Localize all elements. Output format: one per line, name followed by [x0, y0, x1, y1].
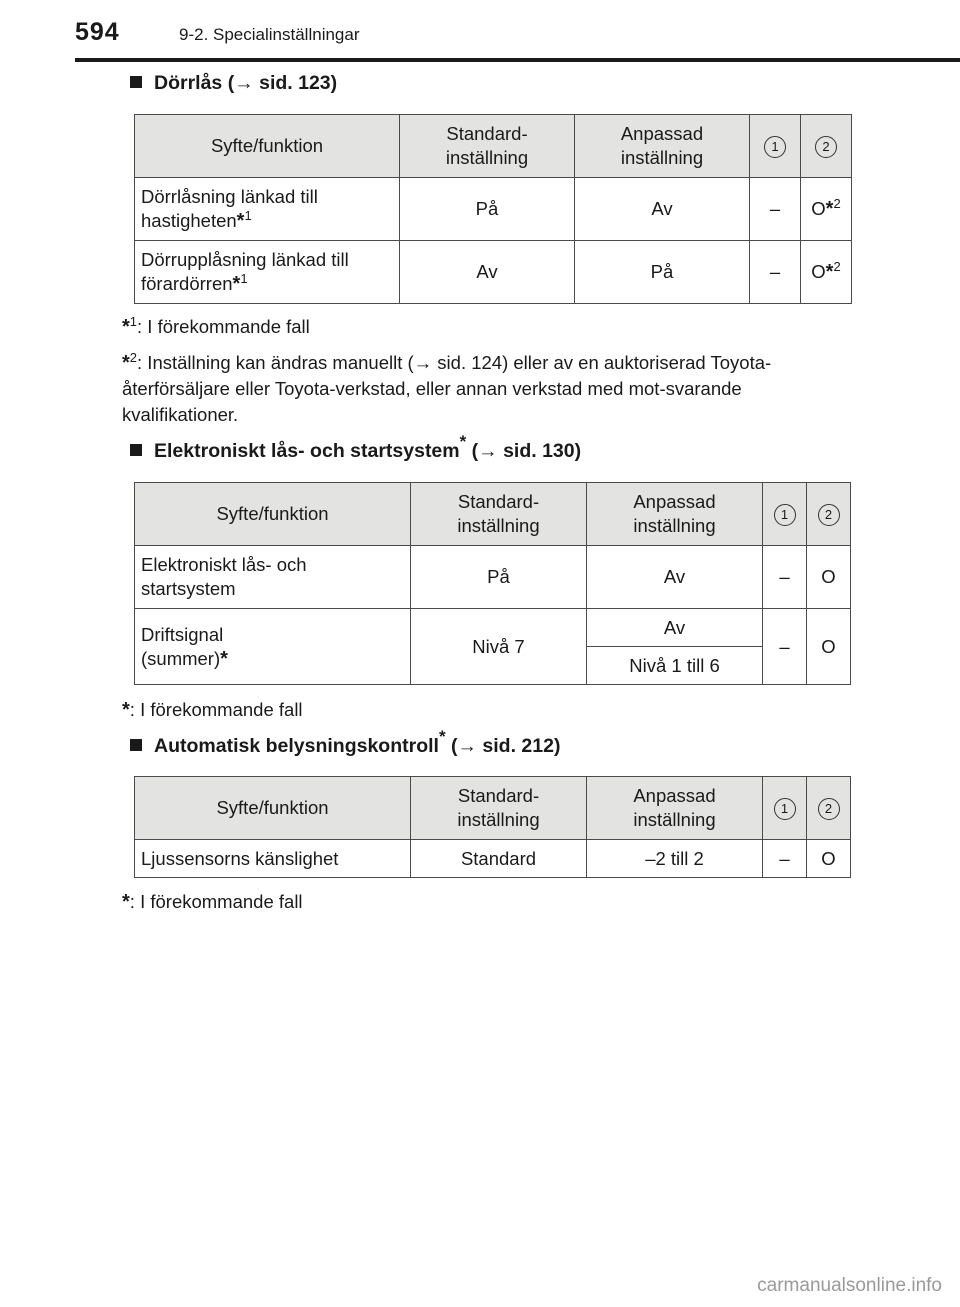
chapter-title: 9-2. Specialinställningar	[179, 25, 360, 44]
footnote-text: : I förekommande fall	[137, 316, 310, 337]
asterisk-mark: *	[122, 316, 130, 338]
footnote-text: : I förekommande fall	[129, 891, 303, 912]
square-bullet-icon	[130, 76, 142, 88]
asterisk-mark: *	[438, 726, 446, 746]
col-custom: Anpassad inställning	[587, 777, 763, 840]
asterisk-mark: *	[236, 210, 245, 232]
section-ref: (→ sid. 212)	[445, 735, 561, 757]
row-function: Dörrlåsning länkad till hastigheten	[141, 186, 318, 231]
circled-1-icon: 1	[774, 504, 796, 526]
footnote-ref: 2	[833, 195, 841, 211]
asterisk-mark: *	[122, 891, 130, 913]
col-custom: Anpassad inställning	[575, 115, 750, 178]
footnote	[122, 350, 844, 428]
row-default: Standard	[411, 840, 587, 878]
col-default: Standard- inställning	[400, 115, 575, 178]
col-function: Syfte/funktion	[135, 777, 411, 840]
row-col1: –	[750, 241, 801, 304]
row-custom-a: Av	[587, 609, 763, 647]
row-col1: –	[763, 546, 807, 609]
footnote	[122, 697, 844, 723]
section-heading-door-lock	[130, 72, 337, 95]
col-default: Standard- inställning	[411, 483, 587, 546]
header-rule	[75, 58, 960, 62]
col-default: Standard- inställning	[411, 777, 587, 840]
row-col1: –	[763, 609, 807, 685]
asterisk-mark: *	[122, 352, 130, 374]
row-function: Ljussensorns känslighet	[135, 840, 411, 878]
section-title: Dörrlås (→ sid. 123)	[154, 72, 338, 94]
table-row	[135, 546, 851, 609]
footnote-text: : I förekommande fall	[129, 699, 303, 720]
row-default: På	[411, 546, 587, 609]
row-function: Elektroniskt lås- och startsystem	[135, 546, 411, 609]
page-header	[75, 18, 960, 58]
smart-key-table	[134, 482, 851, 685]
row-custom: Av	[587, 546, 763, 609]
circled-1-icon: 1	[764, 136, 786, 158]
footnote-text: : Inställning kan ändras manuellt (→ sid. 124) eller av en auktoriserad Toyota-återförsäljare eller Toyota-verkstad, eller annan verkstad med mot-svarande kvalifikationer.	[122, 352, 772, 425]
footnote-num: 1	[129, 313, 138, 329]
square-bullet-icon	[130, 739, 142, 751]
footnote	[122, 889, 844, 915]
section-title: Automatisk belysningskontroll	[154, 735, 439, 757]
asterisk-mark: *	[825, 261, 834, 283]
col-function: Syfte/funktion	[135, 115, 400, 178]
door-lock-table	[134, 114, 852, 304]
asterisk-mark: *	[122, 699, 130, 721]
section-title: Elektroniskt lås- och startsystem	[154, 440, 460, 462]
row-default: Nivå 7	[411, 609, 587, 685]
row-col2: O	[807, 609, 851, 685]
circled-1-icon: 1	[774, 798, 796, 820]
footnote-ref: 1	[244, 207, 252, 223]
square-bullet-icon	[130, 444, 142, 456]
row-col2: O	[811, 261, 826, 282]
section-ref: (→ sid. 130)	[466, 440, 582, 462]
table-row	[135, 241, 852, 304]
col-custom: Anpassad inställning	[587, 483, 763, 546]
watermark: carmanualsonline.info	[757, 1275, 942, 1296]
table-row	[135, 178, 852, 241]
footnote-ref: 2	[833, 258, 841, 274]
row-custom: Av	[575, 178, 750, 241]
table-row	[135, 609, 851, 647]
table-header-row	[135, 483, 851, 546]
footnote-ref: 1	[240, 270, 248, 286]
section-heading-auto-light	[130, 726, 561, 758]
asterisk-mark: *	[232, 273, 241, 295]
row-custom: På	[575, 241, 750, 304]
table-row	[135, 840, 851, 878]
col-function: Syfte/funktion	[135, 483, 411, 546]
auto-light-table	[134, 776, 851, 878]
row-default: På	[400, 178, 575, 241]
asterisk-mark: *	[825, 198, 834, 220]
section-heading-smart-key	[130, 431, 582, 463]
asterisk-mark: *	[459, 431, 467, 451]
row-col1: –	[750, 178, 801, 241]
asterisk-mark: *	[220, 647, 228, 670]
row-function: Dörrupplåsning länkad till förardörren	[141, 249, 349, 294]
table-header-row	[135, 777, 851, 840]
row-col2: O	[807, 546, 851, 609]
circled-2-icon: 2	[815, 136, 837, 158]
row-col1: –	[763, 840, 807, 878]
row-custom: –2 till 2	[587, 840, 763, 878]
table-header-row	[135, 115, 852, 178]
footnote-num: 2	[129, 349, 138, 365]
circled-2-icon: 2	[818, 504, 840, 526]
row-col2: O	[807, 840, 851, 878]
row-col2: O	[811, 198, 826, 219]
circled-2-icon: 2	[818, 798, 840, 820]
row-default: Av	[400, 241, 575, 304]
row-custom-b: Nivå 1 till 6	[587, 647, 763, 685]
page-number: 594	[75, 18, 120, 46]
footnote	[122, 314, 844, 340]
row-function: Driftsignal (summer)	[141, 623, 224, 669]
